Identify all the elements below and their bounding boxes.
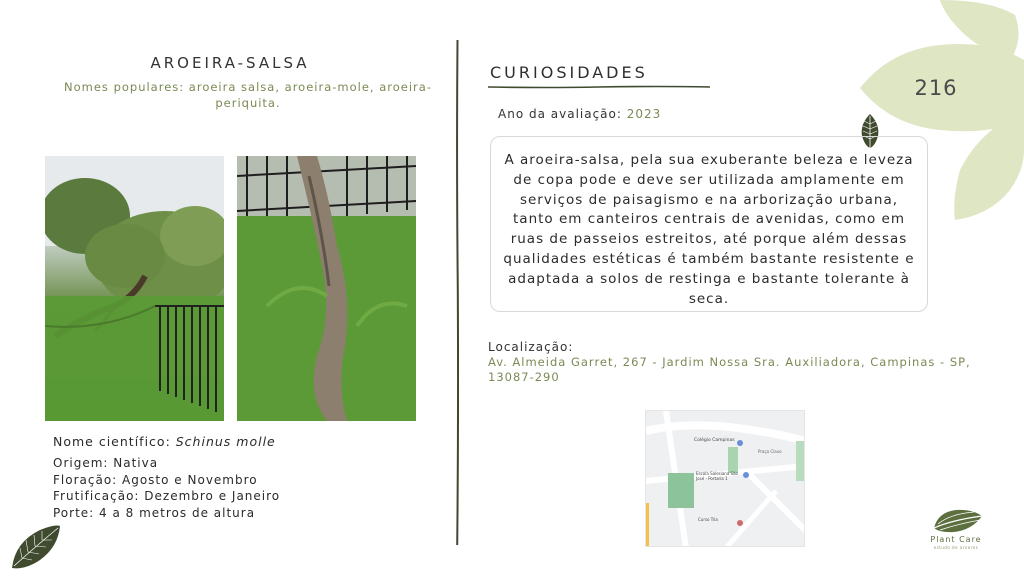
- curiosities-text: A aroeira-salsa, pela sua exuberante beleza e leveza de copa pode e deve ser utilizada amplamente em serviços de paisagismo e na arborização urbana, tanto em canteiros centrais de avenidas, como em ruas de passeios estreitos, até porque além dessas qualidades estéticas é também bastante resistente e adaptada a solos de restinga e bastante tolerante à seca.: [503, 152, 915, 307]
- popular-names: Nomes populares: aroeira salsa, aroeira-mole, aroeira-periquita.: [64, 80, 432, 110]
- fruiting-text: Frutificação: Dezembro e Janeiro: [53, 489, 281, 503]
- decorative-leaves: [860, 0, 1024, 225]
- tree-photo: [45, 156, 224, 421]
- logo-tagline: estudo de arvores: [933, 545, 979, 550]
- map-label-curso: Curso Tria: [698, 517, 718, 522]
- tree-photo-illustration: [45, 156, 224, 421]
- plant-details: [53, 455, 280, 521]
- year-label: Ano da avaliação:: [498, 107, 627, 121]
- trunk-photo: [237, 156, 416, 421]
- map-label-praca: Praça Clavo: [758, 449, 782, 454]
- origin-text: Origem: Nativa: [53, 456, 159, 470]
- trunk-photo-illustration: [237, 156, 416, 421]
- curiosities-underline: [488, 85, 710, 89]
- leaf-decoration-icon: [10, 522, 62, 570]
- column-divider: [456, 40, 459, 545]
- location-map[interactable]: [645, 410, 805, 547]
- page-number: 216: [914, 76, 958, 100]
- size-text: Porte: 4 a 8 metros de altura: [53, 505, 256, 520]
- year-value: 2023: [626, 107, 662, 121]
- flowering-text: Floração: Agosto e Novembro: [53, 472, 258, 487]
- evaluation-year: [498, 107, 661, 121]
- scientific-name-label: Nome científico:: [53, 434, 176, 449]
- location-label: Localização:: [488, 340, 574, 354]
- curiosities-title: CURIOSIDADES: [490, 63, 648, 82]
- scientific-name: Schinus molle: [175, 434, 276, 449]
- plant-title: AROEIRA-SALSA: [150, 54, 310, 72]
- map-label-escola: Escola Salesiana São José - Portaria 1: [696, 471, 738, 481]
- map-label-colegio: Colégio Campinas: [694, 438, 735, 443]
- location-address: Av. Almeida Garret, 267 - Jardim Nossa Sra. Auxiliadora, Campinas - SP, 13087-290: [488, 355, 971, 384]
- scientific-name-line: [53, 434, 276, 449]
- logo-name: Plant Care: [930, 535, 982, 544]
